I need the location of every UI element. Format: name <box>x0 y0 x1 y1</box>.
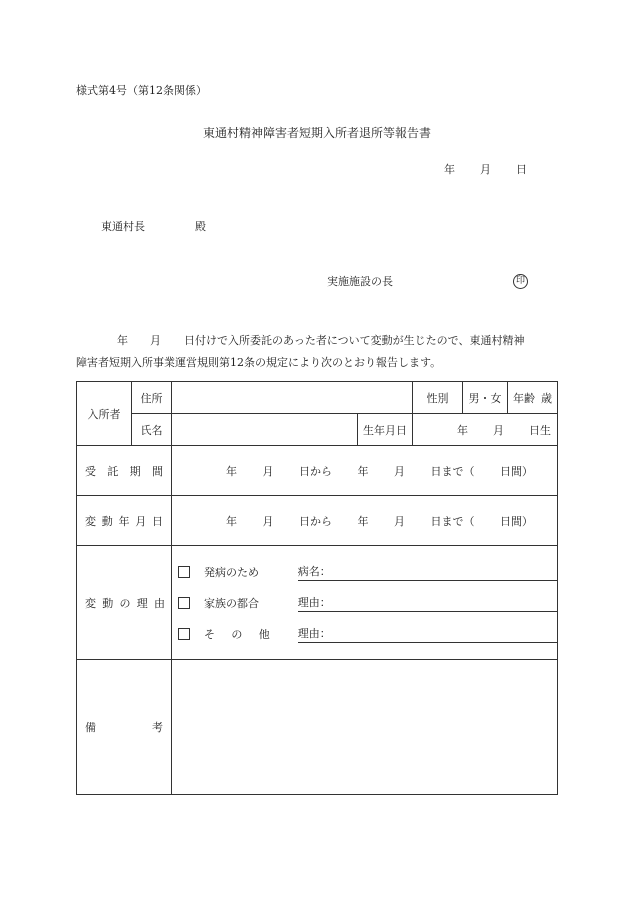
gender-label: 性別 <box>413 382 463 414</box>
body-line-2: 障害者短期入所事業運営規則第12条の規定により次のとおり報告します。 <box>76 356 442 369</box>
addressee-honorific: 殿 <box>195 220 206 233</box>
period-field[interactable] <box>172 446 558 496</box>
reason-field-illness[interactable]: 病名： <box>298 563 557 581</box>
address-field[interactable] <box>172 382 413 414</box>
dob-label: 生年月日 <box>358 414 413 446</box>
patient-label: 入所者 <box>77 382 132 446</box>
change-date-label-text: 変 動 年 月 日 <box>85 514 163 528</box>
remarks-label <box>77 660 172 795</box>
gender-field[interactable]: 男・女 <box>463 382 508 414</box>
period-year-2: 年 <box>357 464 369 478</box>
change-date-label <box>77 496 172 546</box>
body-line-1: 日付けで入所委託のあった者について変動が生じたので、東通村精神 <box>184 334 525 347</box>
change-days: 日間） <box>500 514 533 528</box>
age-cell[interactable] <box>508 382 558 414</box>
checkbox-family[interactable] <box>178 597 190 609</box>
period-day-1: 日から <box>299 464 332 478</box>
reason-field-other[interactable]: 理由： <box>298 625 557 643</box>
period-label-text: 受 託 期 間 <box>85 464 163 478</box>
change-year-2: 年 <box>357 514 369 528</box>
sender-label: 実施施設の長 <box>327 275 393 288</box>
age-label: 年齢 <box>513 391 535 405</box>
document-title: 東通村精神障害者短期入所者退所等報告書 <box>203 126 432 140</box>
seal-icon: 印 <box>513 273 528 289</box>
dob-month: 月 <box>493 423 504 437</box>
reason-name-illness: 発病のため <box>203 565 259 579</box>
reason-item-family[interactable] <box>172 587 557 618</box>
body-year: 年 <box>117 334 128 347</box>
date-month: 月 <box>480 163 491 176</box>
reason-label-text: 変 動 の 理 由 <box>85 596 165 610</box>
checkbox-illness[interactable] <box>178 566 190 578</box>
body-month: 月 <box>150 334 161 347</box>
period-month-1: 月 <box>262 464 274 478</box>
period-year-1: 年 <box>226 464 237 478</box>
change-month-1: 月 <box>262 514 274 528</box>
period-days: 日間） <box>500 464 533 478</box>
period-day-2: 日まで（ <box>430 464 475 478</box>
dob-year: 年 <box>457 423 468 437</box>
reason-name-family: 家族の都合 <box>203 596 259 610</box>
dob-day: 日生 <box>529 423 551 437</box>
change-day-2: 日まで（ <box>430 514 475 528</box>
reason-item-other[interactable] <box>172 618 557 649</box>
period-month-2: 月 <box>394 464 405 478</box>
reason-label <box>77 546 172 660</box>
name-field[interactable] <box>172 414 358 446</box>
name-label: 氏名 <box>132 414 172 446</box>
addressee-name: 東通村長 <box>101 220 145 233</box>
address-label: 住所 <box>132 382 172 414</box>
remarks-label-text: 備 考 <box>85 721 163 734</box>
change-day-1: 日から <box>299 514 332 528</box>
period-label <box>77 446 172 496</box>
report-table <box>76 381 558 795</box>
change-month-2: 月 <box>394 514 405 528</box>
checkbox-other[interactable] <box>178 628 190 640</box>
remarks-field[interactable] <box>172 660 558 795</box>
dob-field[interactable] <box>413 414 558 446</box>
change-date-field[interactable] <box>172 496 558 546</box>
age-unit: 歳 <box>541 391 552 405</box>
reason-item-illness[interactable] <box>172 556 557 587</box>
date-year: 年 <box>444 163 455 176</box>
date-day: 日 <box>516 163 527 176</box>
reason-name-other: そ の 他 <box>203 627 270 641</box>
change-year-1: 年 <box>226 514 237 528</box>
reason-field-family[interactable]: 理由： <box>298 594 557 612</box>
reason-field <box>172 546 558 660</box>
form-number: 様式第4号（第12条関係） <box>76 84 207 97</box>
